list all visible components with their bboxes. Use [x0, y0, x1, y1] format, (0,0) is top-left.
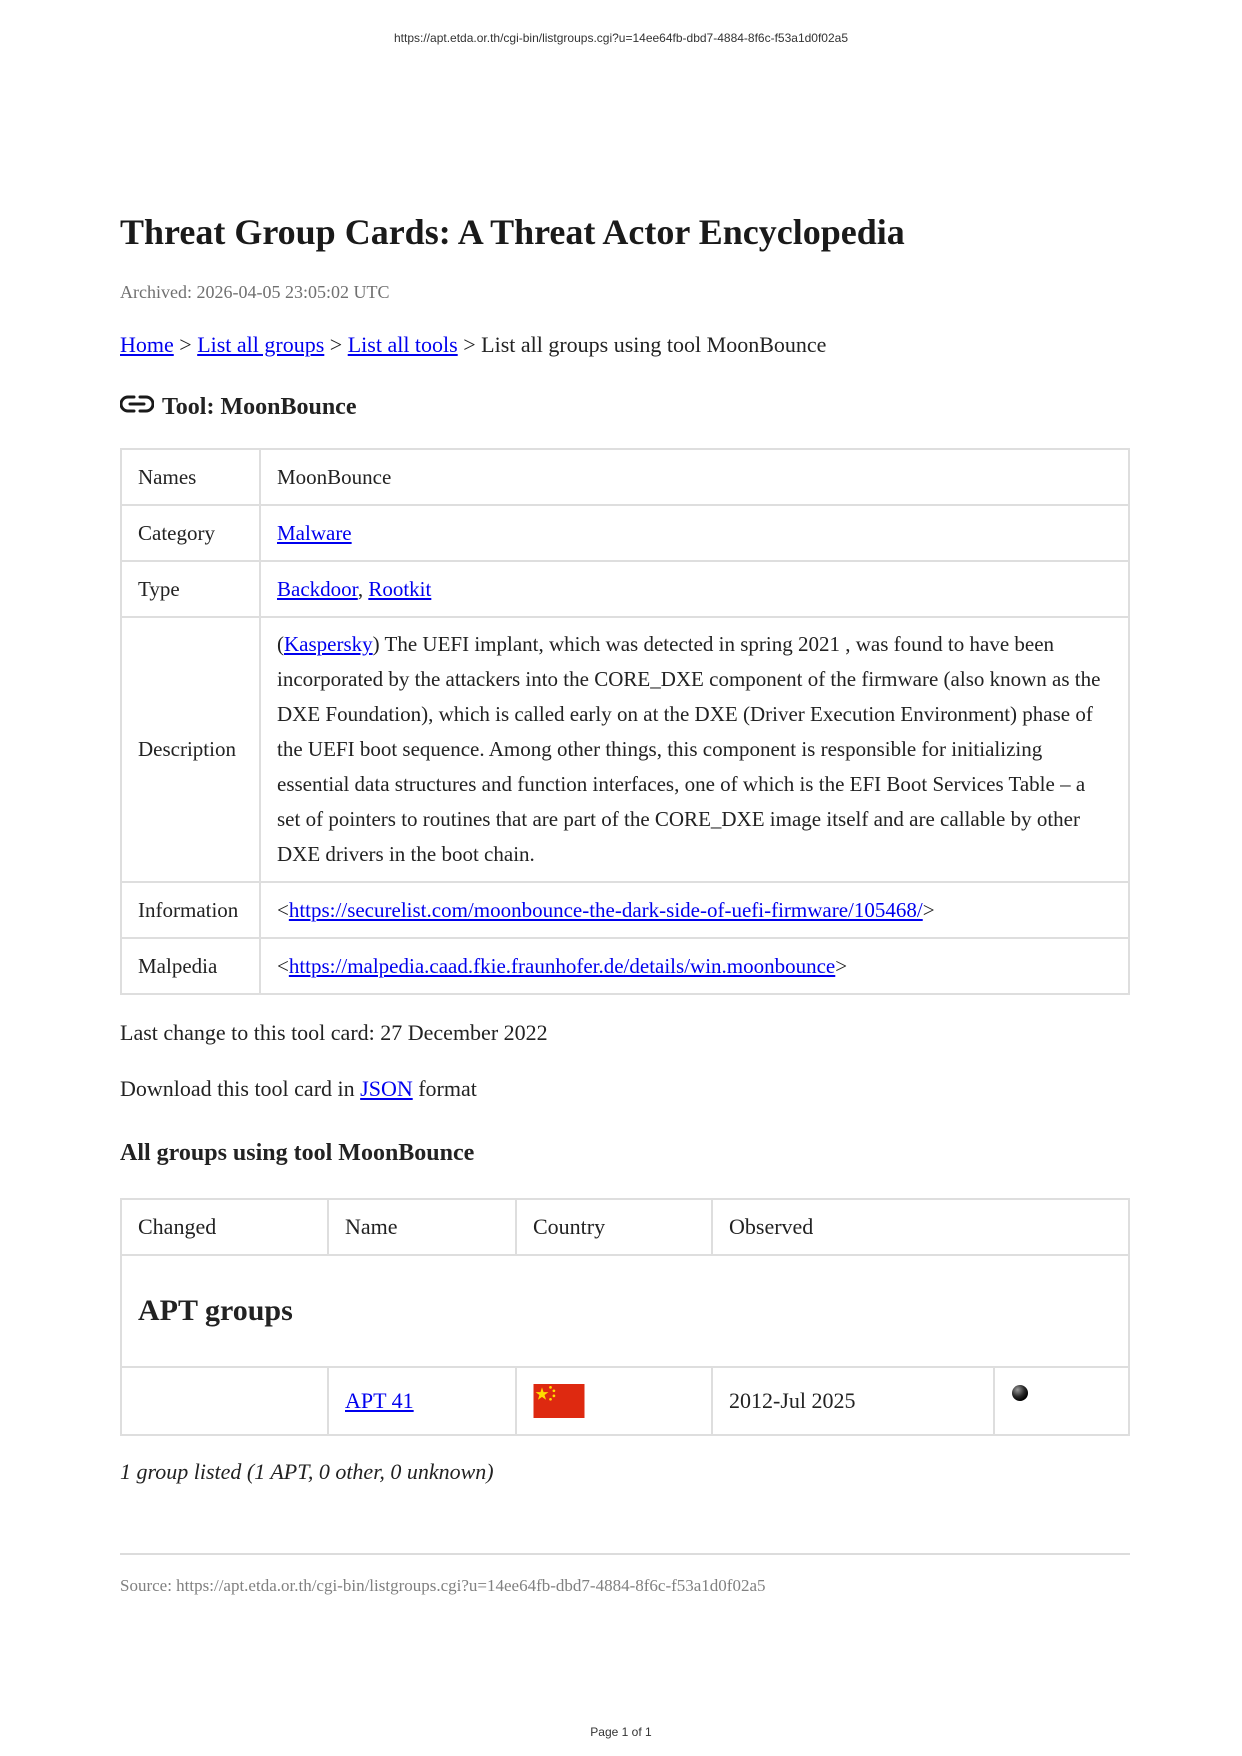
tool-heading-text: Tool: MoonBounce [162, 394, 357, 420]
groups-header-row [121, 1199, 1129, 1255]
group-country-cell [516, 1367, 712, 1435]
last-change-text: Last change to this tool card: 27 December 2022 [120, 1020, 548, 1045]
tool-heading [120, 392, 1130, 422]
table-row-information [121, 882, 1129, 938]
breadcrumb-separator: > [463, 332, 476, 357]
breadcrumb-separator: > [329, 332, 343, 357]
china-flag-icon [533, 1384, 585, 1418]
description-cell [260, 617, 1129, 882]
page-title: Threat Group Cards: A Threat Actor Encyclopedia [120, 212, 905, 252]
breadcrumb-groups-link[interactable]: List all groups [197, 332, 325, 357]
malpedia-cell [260, 938, 1129, 994]
group-status-cell [994, 1367, 1129, 1435]
archived-timestamp: Archived: 2026-04-05 23:05:02 UTC [120, 282, 390, 302]
groups-section-row [121, 1255, 1129, 1367]
section-apt-groups: APT groups [121, 1255, 1129, 1367]
angle-close: > [835, 953, 848, 978]
type-rootkit-link[interactable]: Rootkit [368, 576, 432, 601]
information-cell [260, 882, 1129, 938]
description-text: ) The UEFI implant, which was detected in spring 2021 , was found to have been incorporated by the attackers into the CORE_DXE component of the firmware (also known as the DXE Foundation), which is called early on at the DXE (Driver Execution Environment) phase of the UEFI boot sequence. Among other things, this component is responsible for initializing essential data structures and function interfaces, one of which is the EFI Boot Services Table – a set of pointers to routines that are part of the CORE_DXE image itself and are callable by other DXE drivers in the boot chain. [277, 632, 1101, 866]
column-header-changed: Changed [121, 1199, 328, 1255]
names-value: MoonBounce [260, 449, 1129, 505]
information-url-link[interactable]: https://securelist.com/moonbounce-the-dark-side-of-uefi-firmware/105468/ [288, 897, 923, 922]
groups-heading: All groups using tool MoonBounce [120, 1140, 475, 1166]
download-line [120, 1075, 1130, 1103]
information-label: Information [121, 882, 260, 938]
category-cell [260, 505, 1129, 561]
source-url: Source: https://apt.etda.or.th/cgi-bin/listgroups.cgi?u=14ee64fb-dbd7-4884-8f6c-f53a1d0f02a5 [120, 1576, 766, 1595]
angle-open: < [277, 953, 289, 978]
breadcrumb [120, 331, 1130, 359]
breadcrumb-tools-link[interactable]: List all tools [347, 332, 458, 357]
type-separator: , [357, 576, 364, 601]
print-footer-page: Page 1 of 1 [590, 1725, 652, 1739]
category-malware-link[interactable]: Malware [277, 520, 352, 545]
type-label: Type [121, 561, 260, 617]
column-header-name: Name [328, 1199, 516, 1255]
group-observed-cell: 2012-Jul 2025 [712, 1367, 994, 1435]
dark-ball-icon [1011, 1384, 1029, 1402]
table-row [121, 1367, 1129, 1435]
download-suffix: format [418, 1076, 477, 1101]
column-header-observed: Observed [712, 1199, 1129, 1255]
group-changed-cell [121, 1367, 328, 1435]
link-icon [120, 394, 154, 414]
type-backdoor-link[interactable]: Backdoor [277, 576, 358, 601]
description-source-link[interactable]: Kaspersky [284, 632, 373, 656]
print-header-url: https://apt.etda.or.th/cgi-bin/listgroups.cgi?u=14ee64fb-dbd7-4884-8f6c-f53a1d0f02a5 [394, 31, 848, 45]
column-header-country: Country [516, 1199, 712, 1255]
breadcrumb-separator: > [179, 332, 192, 357]
groups-summary: 1 group listed (1 APT, 0 other, 0 unknown) [120, 1459, 494, 1484]
type-cell [260, 561, 1129, 617]
breadcrumb-home-link[interactable]: Home [120, 332, 174, 357]
footer-divider [120, 1553, 1130, 1555]
description-label: Description [121, 617, 260, 882]
group-name-cell [328, 1367, 516, 1435]
description-open-paren: ( [277, 632, 284, 656]
table-row-category [121, 505, 1129, 561]
table-row-malpedia [121, 938, 1129, 994]
breadcrumb-current: List all groups using tool MoonBounce [481, 332, 827, 357]
category-label: Category [121, 505, 260, 561]
table-row-names [121, 449, 1129, 505]
page-content [120, 210, 1130, 1597]
tool-info-table [120, 448, 1130, 995]
malpedia-label: Malpedia [121, 938, 260, 994]
names-label: Names [121, 449, 260, 505]
malpedia-url-link[interactable]: https://malpedia.caad.fkie.fraunhofer.de/details/win.moonbounce [288, 953, 836, 978]
download-json-link[interactable]: JSON [360, 1076, 413, 1101]
table-row-type [121, 561, 1129, 617]
group-name-link[interactable]: APT 41 [345, 1388, 414, 1413]
angle-close: > [922, 897, 935, 922]
download-prefix: Download this tool card in [120, 1076, 355, 1101]
angle-open: < [277, 897, 289, 922]
groups-table [120, 1198, 1130, 1436]
table-row-description [121, 617, 1129, 882]
